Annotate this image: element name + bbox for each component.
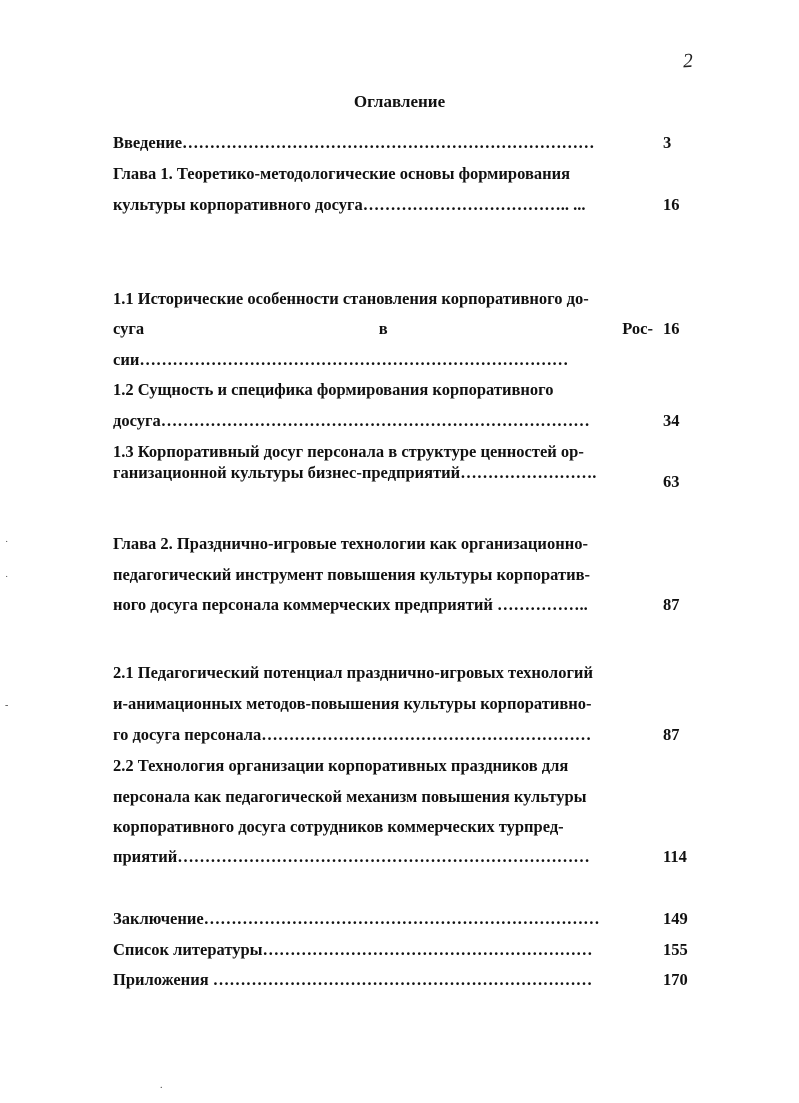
toc-page-s22: 114: [663, 847, 687, 866]
scan-speck: ˙: [5, 540, 9, 551]
toc-page-s21: 87: [663, 725, 680, 744]
toc-page-appendix: 170: [663, 970, 688, 989]
toc-entry-s22-line3: корпоративного досуга сотрудников коммерческих турпред-: [113, 817, 564, 836]
toc-entry-s11-line1: 1.1 Исторические особенности становления корпоративного до-: [113, 289, 589, 308]
toc-entry-s13-line1: 1.3 Корпоративный досуг персонала в структуре ценностей ор-: [113, 442, 584, 461]
toc-entry-s22-line4: приятий…………………………………………………………………: [113, 847, 590, 866]
toc-entry-s12-line1: 1.2 Сущность и специфика формирования корпоративного: [113, 380, 554, 399]
toc-entry-s13-line2: ганизационной культуры бизнес-предприятий…………………….: [113, 463, 597, 482]
toc-entry-appendix: Приложения ……………………………………………………………: [113, 970, 593, 989]
toc-entry-s11-word3: Рос-: [622, 319, 653, 338]
toc-entry-ch2-line1: Глава 2. Празднично-игровые технологии как организационно-: [113, 534, 588, 553]
scan-speck: ˙: [5, 575, 9, 586]
toc-page-intro: 3: [663, 133, 672, 152]
toc-page-ch2: 87: [663, 595, 680, 614]
toc-title: Оглавление: [353, 92, 446, 111]
toc-page-conclusion: 149: [663, 909, 688, 928]
toc-entry-s11-line3: сии……………………………………………………………………: [113, 350, 569, 369]
toc-entry-ch1-line1: Глава 1. Теоретико-методологические основы формирования: [113, 164, 571, 183]
toc-page-s13: 63: [663, 472, 680, 491]
toc-page-s11: 16: [663, 319, 680, 338]
toc-entry-s11-word1: суга: [113, 319, 145, 338]
toc-entry-s22-line2: персонала как педагогической механизм повышения культуры: [113, 787, 587, 806]
toc-page-ch1: 16: [663, 195, 680, 214]
toc-entry-ch2-line2: педагогический инструмент повышения культуры корпоратив-: [113, 565, 591, 584]
toc-page-references: 155: [663, 940, 688, 959]
toc-entry-s21-line2: и-анимационных методов-повышения культуры корпоративно-: [113, 694, 592, 713]
handwritten-page-number: 2: [682, 49, 694, 73]
toc-entry-references: Список литературы……………………………………………………: [113, 940, 593, 959]
toc-entry-intro: Введение…………………………………………………………………: [113, 133, 595, 152]
toc-entry-s11-word2: в: [378, 319, 388, 338]
toc-entry-s11-line2: [113, 318, 653, 340]
toc-entry-ch2-line3: ного досуга персонала коммерческих предприятий ……………..: [113, 595, 588, 614]
scan-speck: -: [5, 700, 9, 711]
toc-page-s12: 34: [663, 411, 680, 430]
scan-speck: .: [160, 1080, 163, 1091]
toc-entry-ch1-line2: культуры корпоративного досуга……………………………….. ...: [113, 195, 586, 214]
toc-entry-conclusion: Заключение………………………………………………………………: [113, 909, 600, 928]
toc-entry-s21-line1: 2.1 Педагогический потенциал празднично-игровых технологий: [113, 663, 593, 682]
toc-entry-s22-line1: 2.2 Технология организации корпоративных праздников для: [113, 756, 569, 775]
toc-entry-s12-line2: досуга……………………………………………………………………: [113, 411, 590, 430]
toc-entry-s21-line3: го досуга персонала……………………………………………………: [113, 725, 592, 744]
